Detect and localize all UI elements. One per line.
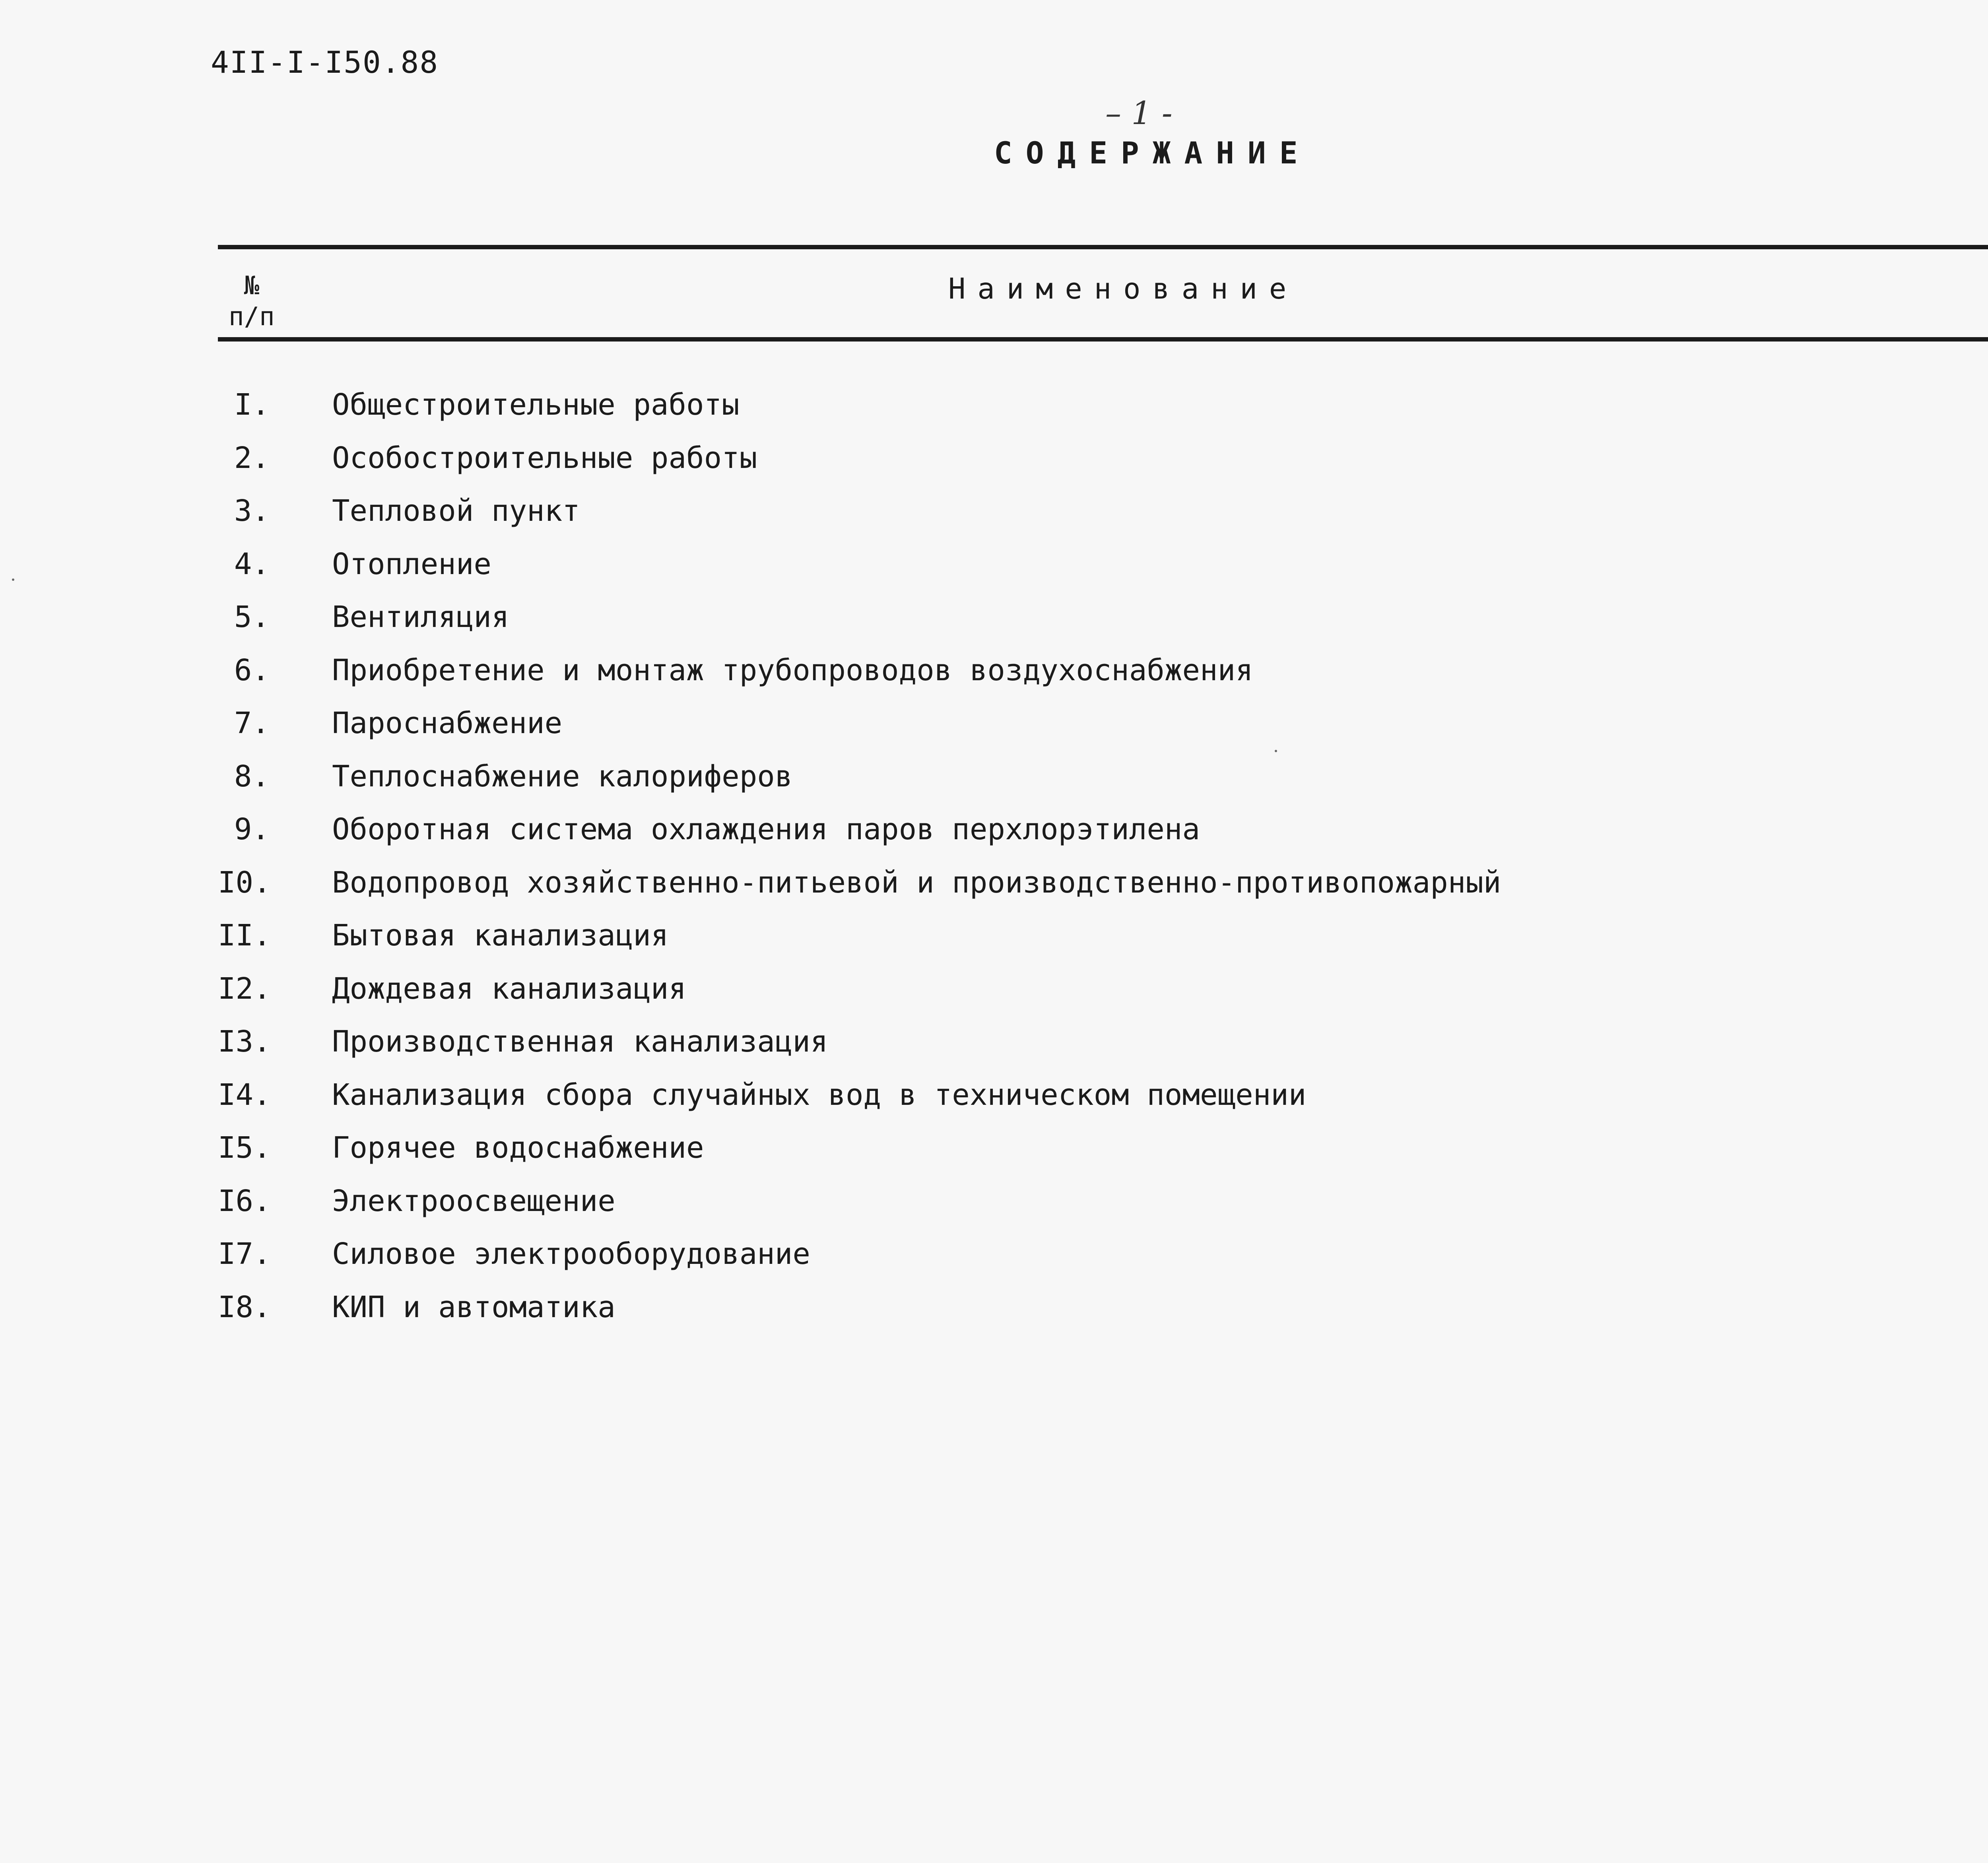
item-name: Канализация сбора случайных вод в техническом помещении [332,1077,1307,1112]
page-title: СОДЕРЖАНИЕ [994,135,1311,171]
list-item [0,1184,1988,1232]
list-item [0,1237,1988,1285]
item-number: 2. [234,441,270,475]
document-code: 4II-I-I50.88 [211,45,439,80]
item-number: 3. [234,494,270,528]
item-name: Водопровод хозяйственно-питьевой и производственно-противопожарный [332,865,1501,900]
list-item [0,1290,1988,1338]
list-item [0,600,1988,648]
list-item [0,918,1988,966]
item-name: Оборотная система охлаждения паров перхлорэтилена [332,812,1200,846]
header-number-column [229,270,275,332]
item-number: 8. [234,759,270,794]
header-number-sign: № [244,271,260,301]
list-item [0,866,1988,913]
item-number: II. [218,918,271,953]
list-item [0,1025,1988,1072]
page-mark: – 1 - [1105,95,1173,132]
item-name: Тепловой пункт [332,494,580,528]
item-number: 5. [234,600,270,634]
item-number: I4. [218,1077,271,1112]
item-name: КИП и автоматика [332,1290,615,1324]
item-name: Горячее водоснабжение [332,1131,704,1165]
list-item [0,1078,1988,1126]
list-item [0,812,1988,860]
item-name: Приобретение и монтаж трубопроводов воздухоснабжения [332,653,1253,687]
item-name: Бытовая канализация [332,918,669,953]
item-number: I5. [218,1131,271,1165]
list-item [0,759,1988,807]
scan-speck [1275,750,1277,752]
list-item [0,653,1988,701]
list-item [0,494,1988,541]
item-number: 9. [234,812,270,846]
table-top-rule [218,245,1988,249]
item-number: I. [234,388,270,422]
list-item [0,706,1988,754]
list-item [0,1131,1988,1178]
item-number: 6. [234,653,270,687]
item-name: Дождевая канализация [332,971,687,1006]
item-name: Силовое электрооборудование [332,1237,810,1271]
item-name: Пароснабжение [332,706,563,740]
item-number: 4. [234,547,270,581]
list-item [0,972,1988,1019]
header-name: Наименование [948,272,1299,305]
item-number: I6. [218,1184,271,1218]
list-item [0,547,1988,595]
item-name: Электроосвещение [332,1184,615,1218]
header-number-abbrev: п/п [229,302,275,332]
item-name: Производственная канализация [332,1025,828,1059]
item-number: I2. [218,971,271,1006]
scan-speck [12,578,14,581]
item-name: Отопление [332,547,491,581]
item-number: I3. [218,1025,271,1059]
item-number: I8. [218,1290,271,1324]
list-item [0,388,1988,435]
item-name: Общестроительные работы [332,388,740,422]
item-name: Вентиляция [332,600,509,634]
table-header-rule [218,337,1988,342]
item-number: 7. [234,706,270,740]
item-name: Особостроительные работы [332,441,757,475]
item-number: I7. [218,1237,271,1271]
list-item [0,441,1988,489]
item-name: Теплоснабжение калориферов [332,759,793,794]
item-number: I0. [218,865,271,900]
